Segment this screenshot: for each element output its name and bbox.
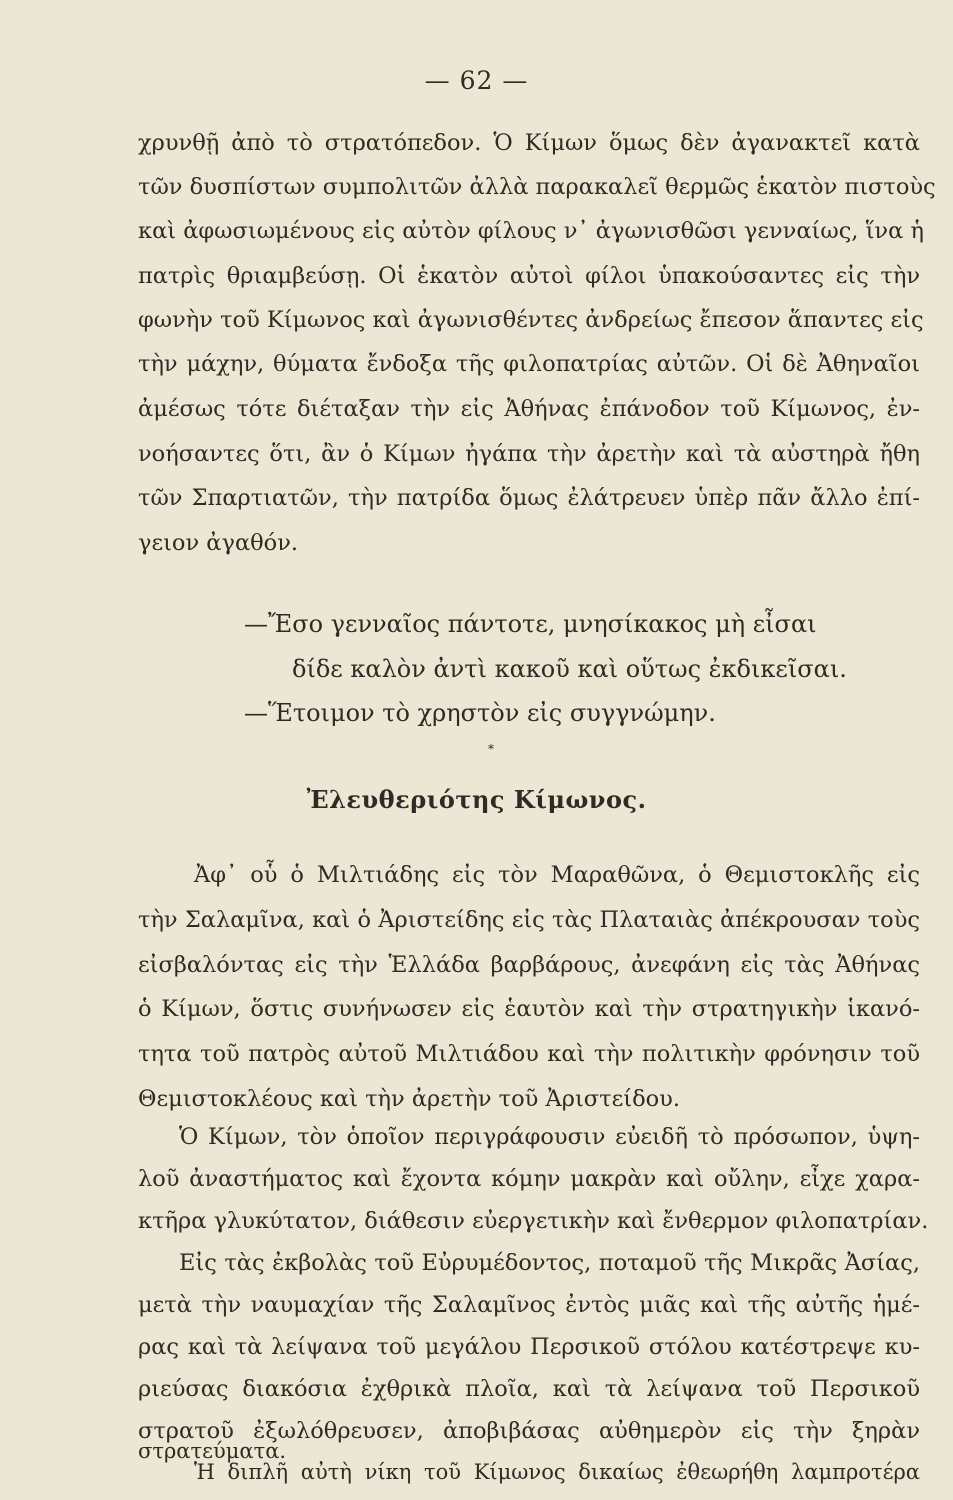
paragraph-line: στρατεύματα. xyxy=(138,1439,287,1463)
verse-line: δίδε καλὸν ἀντὶ κακοῦ καὶ οὕτως ἐκδικεῖσαι. xyxy=(292,655,847,683)
paragraph-line: πατρὶς θριαμβεύσῃ. Οἱ ἑκατὸν αὐτοὶ φίλοι ὑπακούσαντες εἰς τὴν xyxy=(138,263,920,289)
section-heading: Ἐλευθεριότης Κίμωνος. xyxy=(306,785,647,814)
page-number: — 62 — xyxy=(424,66,529,95)
paragraph-line: γειον ἀγαθόν. xyxy=(138,530,299,556)
paragraph-line: φωνὴν τοῦ Κίμωνος καὶ ἀγωνισθέντες ἀνδρείως ἔπεσον ἅπαντες εἰς xyxy=(138,307,924,333)
paragraph-line: ἀμέσως τότε διέταξαν τὴν εἰς Ἀθήνας ἐπάνοδον τοῦ Κίμωνος, ἐν- xyxy=(138,396,920,422)
paragraph-line: νοήσαντες ὅτι, ἂν ὁ Κίμων ἠγάπα τὴν ἀρετὴν καὶ τὰ αὐστηρὰ ἤθη xyxy=(138,441,920,467)
verse-line: —Ἕτοιμον τὸ χρηστὸν εἰς συγγνώμην. xyxy=(244,699,716,727)
paragraph-line: κτῆρα γλυκύτατον, διάθεσιν εὐεργετικὴν καὶ ἔνθερμον φιλοπατρίαν. xyxy=(138,1208,929,1234)
paragraph-line: τῶν δυσπίστων συμπολιτῶν ἀλλὰ παρακαλεῖ θερμῶς ἑκατὸν πιστοὺς xyxy=(138,174,936,200)
paragraph-line: λοῦ ἀναστήματος καὶ ἔχοντα κόμην μακρὰν καὶ οὔλην, εἶχε χαρα- xyxy=(138,1166,920,1192)
paragraph-line: ρας καὶ τὰ λείψανα τοῦ μεγάλου Περσικοῦ στόλου κατέστρεψε κυ- xyxy=(138,1334,920,1360)
paragraph-line: τητα τοῦ πατρὸς αὐτοῦ Μιλτιάδου καὶ τὴν πολιτικὴν φρόνησιν τοῦ xyxy=(138,1041,920,1067)
paragraph-line: χρυνθῇ ἀπὸ τὸ στρατόπεδον. Ὁ Κίμων ὅμως δὲν ἀγανακτεῖ κατὰ xyxy=(138,130,920,156)
paragraph-line: καὶ ἀφωσιωμένους εἰς αὐτὸν φίλους ν᾽ ἀγωνισθῶσι γενναίως, ἵνα ἡ xyxy=(138,218,924,244)
paragraph-line: τῶν Σπαρτιατῶν, τὴν πατρίδα ὅμως ἐλάτρευεν ὑπὲρ πᾶν ἄλλο ἐπί- xyxy=(138,485,920,511)
paragraph-line: Ἀφ᾽ οὗ ὁ Μιλτιάδης εἰς τὸν Μαραθῶνα, ὁ Θεμιστοκλῆς εἰς xyxy=(194,862,920,888)
ornament-star: * xyxy=(488,742,494,756)
paragraph-line: στρατοῦ ἐξωλόθρευσεν, ἀποβιβάσας αὐθημερὸν εἰς τὴν ξηρὰν xyxy=(138,1418,920,1444)
paragraph-line: μετὰ τὴν ναυμαχίαν τῆς Σαλαμῖνος ἐντὸς μιᾶς καὶ τῆς αὐτῆς ἡμέ- xyxy=(138,1292,920,1318)
paragraph-line: Ὁ Κίμων, τὸν ὁποῖον περιγράφουσιν εὐειδῆ τὸ πρόσωπον, ὑψη- xyxy=(179,1124,920,1150)
paragraph-line: Εἰς τὰς ἐκβολὰς τοῦ Εὐρυμέδοντος, ποταμοῦ τῆς Μικρᾶς Ἀσίας, xyxy=(179,1250,920,1276)
paragraph-line: ριεύσας διακόσια ἐχθρικὰ πλοῖα, καὶ τὰ λείψανα τοῦ Περσικοῦ xyxy=(138,1376,920,1402)
verse-line: —Ἔσο γενναῖος πάντοτε, μνησίκακος μὴ εἶσαι xyxy=(244,610,817,638)
paragraph-line: τὴν μάχην, θύματα ἔνδοξα τῆς φιλοπατρίας αὐτῶν. Οἱ δὲ Ἀθηναῖοι xyxy=(138,351,920,377)
paragraph-line: ὁ Κίμων, ὅστις συνήνωσεν εἰς ἑαυτὸν καὶ τὴν στρατηγικὴν ἱκανό- xyxy=(138,996,920,1022)
paragraph-line: τὴν Σαλαμῖνα, καὶ ὁ Ἀριστείδης εἰς τὰς Πλαταιὰς ἀπέκρουσαν τοὺς xyxy=(138,907,920,933)
paragraph-line: εἰσβαλόντας εἰς τὴν Ἑλλάδα βαρβάρους, ἀνεφάνη εἰς τὰς Ἀθήνας xyxy=(138,952,920,978)
paragraph-line: Θεμιστοκλέους καὶ τὴν ἀρετὴν τοῦ Ἀριστείδου. xyxy=(138,1086,681,1112)
paragraph-line: Ἡ διπλῆ αὐτὴ νίκη τοῦ Κίμωνος δικαίως ἐθεωρήθη λαμπροτέρα xyxy=(194,1460,920,1484)
